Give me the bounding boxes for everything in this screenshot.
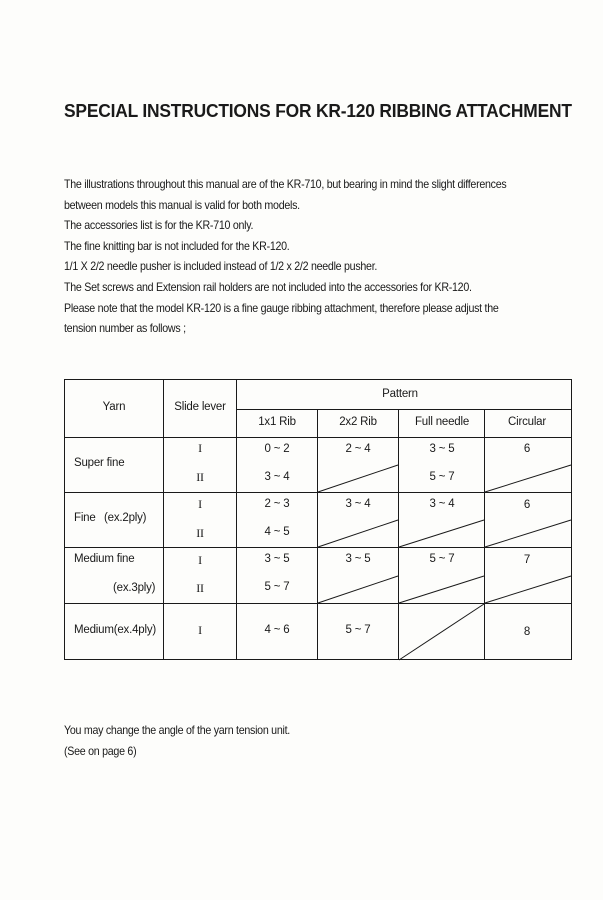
tension-value: 5 ~ 7 xyxy=(429,553,455,565)
yarn-fine: Fine xyxy=(74,512,96,524)
tension-value: 2 ~ 3 xyxy=(264,498,290,510)
note-line: You may change the angle of the yarn tension unit. xyxy=(64,724,290,737)
page-title: SPECIAL INSTRUCTIONS FOR KR-120 RIBBING ATTACHMENT xyxy=(64,100,572,121)
header-2x2-rib: 2x2 Rib xyxy=(339,416,377,428)
slide-lever-value: II xyxy=(196,470,204,484)
slide-lever-value: I xyxy=(198,553,202,567)
header-full-needle: Full needle xyxy=(414,416,470,428)
intro-line: Please note that the model KR-120 is a fine gauge ribbing attachment, therefore please adjust the xyxy=(64,301,499,315)
tension-value: 4 ~ 5 xyxy=(264,526,290,538)
note-line: (See on page 6) xyxy=(64,745,137,758)
slide-lever-value: II xyxy=(196,526,204,540)
tension-value: 3 ~ 4 xyxy=(429,498,455,510)
intro-line: The Set screws and Extension rail holders are not included into the accessories for KR-120. xyxy=(64,280,472,294)
intro-line: 1/1 X 2/2 needle pusher is included instead of 1/2 x 2/2 needle pusher. xyxy=(64,260,378,274)
intro-line: The fine knitting bar is not included for the KR-120. xyxy=(64,239,290,253)
footer-note xyxy=(64,720,464,762)
yarn-fine-note: (ex.2ply) xyxy=(104,512,147,524)
header-slide-lever: Slide lever xyxy=(174,401,226,413)
tension-value: 3 ~ 5 xyxy=(429,443,455,455)
yarn-medium: Medium(ex.4ply) xyxy=(74,624,156,636)
tension-value: 3 ~ 5 xyxy=(264,553,290,565)
tension-value: 3 ~ 5 xyxy=(345,553,371,565)
tension-value: 3 ~ 4 xyxy=(264,471,290,483)
tension-value: 0 ~ 2 xyxy=(264,443,290,455)
tension-value: 2 ~ 4 xyxy=(345,443,371,455)
tension-value: 5 ~ 7 xyxy=(429,471,455,483)
slide-lever-value: I xyxy=(198,497,202,511)
header-yarn: Yarn xyxy=(102,401,126,413)
header-circular: Circular xyxy=(507,416,547,428)
slide-lever-value: I xyxy=(198,623,202,637)
tension-value: 4 ~ 6 xyxy=(264,624,290,636)
tension-value: 8 xyxy=(523,626,531,638)
slide-lever-value: II xyxy=(196,581,204,595)
tension-value: 3 ~ 4 xyxy=(345,498,371,510)
intro-line: between models this manual is valid for both models. xyxy=(64,198,300,212)
intro-line: The accessories list is for the KR-710 only. xyxy=(64,219,254,233)
yarn-medium-fine: Medium fine xyxy=(74,553,135,565)
tension-value: 5 ~ 7 xyxy=(264,581,290,593)
yarn-super-fine: Super fine xyxy=(74,457,125,469)
tension-value: 7 xyxy=(523,554,531,566)
tension-value: 6 xyxy=(523,443,531,455)
tension-value: 5 ~ 7 xyxy=(345,624,371,636)
slide-lever-value: I xyxy=(198,441,202,455)
header-pattern: Pattern xyxy=(382,388,418,400)
intro-line: tension number as follows ; xyxy=(64,322,186,336)
intro-line: The illustrations throughout this manual are of the KR-710, but bearing in mind the slight differences xyxy=(64,178,507,191)
tension-value: 6 xyxy=(523,499,531,511)
yarn-medium-fine-note: (ex.3ply) xyxy=(113,582,156,594)
header-1x1-rib: 1x1 Rib xyxy=(258,416,296,428)
